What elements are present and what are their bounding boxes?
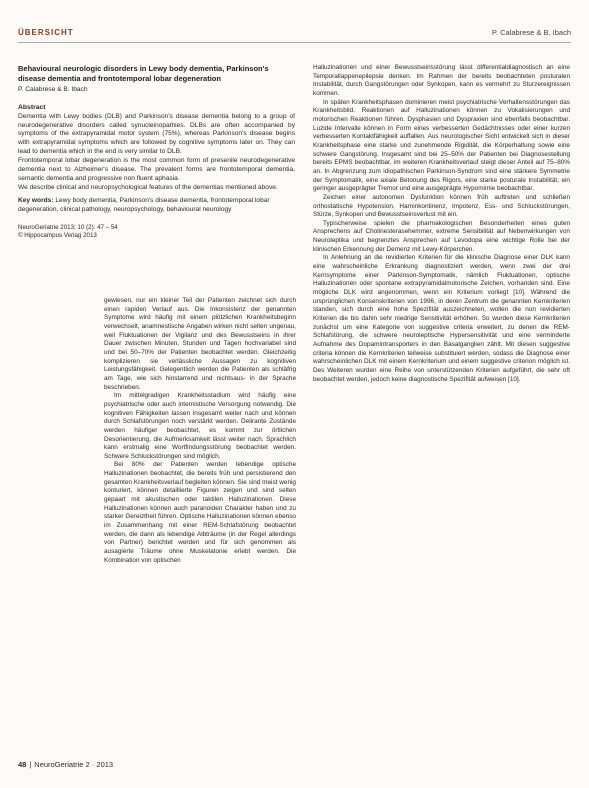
running-head: P. Calabrese & B. Ibach [491,28,571,37]
body-column-left [104,297,296,759]
body-paragraph: In späten Krankheitsphasen dominieren meist psychiatrische Verhaltensstörungen das Krankheitsbild. Reaktionen auf Halluzinationen können zu Vokalisierungen und motorischen Reaktionen führen. Dysphasien und Dyspraxien sind ebenfalls beobachtbar. Luzide Intervalle können in Form eines verbesserten Gedächtnisses oder einer kurzen verbesserten Kontaktfähigkeit auffallen. Aus neurologischer Sicht entwickelt sich in dieser Krankheitsphase eine starke und zunehmende Rigidität, die Körperhaltung sowie eine schwere Gangstörung. Insgesamt sind bei 25–50% der Patienten bei Diagnosestellung bereits EPMS beobachtbar, im weiteren Krankheitsverlauf steigt dieser Anteil auf 75–80% an. In Abgrenzung zum idiopathischen Parkinson-Syndrom sind eine stärkere Symmetrie der Symptomatik, eine axiale Betonung des Rigors, eine starke posturale Instabilität, ein geringer ausgeprägter Tremor und eine ausgeprägte Hypomimie beobachtbar. [313,98,570,193]
page-number: 48 [18,760,27,769]
body-paragraph: Halluzinationen und einer Bewusstseinsstörung lässt differentialdiagnostisch an eine Temporallappenepilepsie denken. Im Rahmen der bereits beobachteten posturalen Instabilität, durch Gangstörungen oder Synkopen, kann es vermehrt zu Sturzereignissen kommen. [313,64,570,97]
page-header [18,28,571,42]
abstract-box [18,64,295,280]
citation [18,224,295,241]
header-divider [18,42,571,43]
body-paragraph: Bei 80% der Patienten werden lebendige optische Halluzinationen beobachtet, die bereits früh und persistierend den gesamten Krankheitsverlauf begleiten können. Sie sind meist wenig konturiert, können detaillierte Figuren zeigen und sind selten gepaart mit akustischen oder taktilen Halluzinationen. Diese Halluzinationen können auch paranoiden Charakter haben und zu starker Gereiztheit führen. Optische Halluzinationen können ebenso im Zusammenhang mit einer REM-Schlafstörung beobachtet werden, die dann als lebendige Albträume (in der Regel allerdings von Partner) berichtet werden und für sich genommen als ausagierte Träume ohne Muskelatonie erlebt werden. Die Kombination von optischen [104,461,296,564]
body-paragraph: gewiesen, nur ein kleiner Teil der Patienten zeichnet sich durch einen rapiden Verlauf aus. Die Inkonsistenz der genannten Symptome wird häufig mit einem plötzlichen Krankheitsbeginn verwechselt, anamnestische Angaben wirken nicht selten ungenau, weil Fluktuationen der Vigilanz und des Bewusstseins in ihrer Dauer zwischen Minuten, Stunden und Tagen hochvariabel sind und bei 50–70% der Patienten beobachtet werden. Gleichzeitig komplizieren sie verlässliche Aussagen zu kognitiven Leistungsfähigkeit. Gelegentlich werden die Patienten als schläfrig am Tage, wie sich hinstarrend und nichtsaus- in der Sprache beschrieben. [104,297,296,391]
body-paragraph: In Anlehnung an die revidierten Kriterien für die klinische Diagnose einer DLK kann eine wahrscheinliche Erkrankung diagnostiziert werden, wenn zwei der drei Kernsymptome einer Parkinson-Symptomatik, nämlich Fluktuationen, optische Halluzinationen oder spontane extrapyramidalmotorische Zeichen, vorhanden sind. Eine mögliche DLK wird angenommen, wenn ein Kriterium vorliegt [10]. Während die ursprünglichen Konsenskriterien von 1996, in deren Zentrum die genannten Kernkriterien standen, sich durch eine hohe Spezifität auszeichneten, wollen die nun revidierten Kriterien die bis dahin sehr niedrige Sensitivität erhöhen. So wurden diese Kernkriterien zunächst um eine Kategorie von suggestive criteria erweitert, zu denen die REM-Schlafstörung, die schwere neuroleptische Hypersensitivität und eine verminderte Aufnahme des Dopamintransporters in den Basalganglien zählt. Mit diesen suggestive criteria können die Kernkriterien teilweise substituiert werden, sodass die Diagnose einer wahrscheinlichen DLK mit einem Kernkriterium und einem suggestive criterion möglich ist. Des Weiteren wurden eine Reihe von unterstützenden Kriterien aufgeführt, die sehr oft beobachtet werden, jedoch keine diagnostische Spezifität aufweisen [10]. [313,254,570,383]
journal-name: NeuroGeriatrie 2 · 2013 [34,760,114,769]
abstract-paragraph: Frontotemporal lobar degeneration is the most common form of presenile neurodegenerative dementia next to Alzheimer's disease. The prevalent forms are frontotemporal dementia, semantic dementia and progressive non fluent aphasia. [18,157,295,182]
body-paragraph: Typischerweise spielen die pharmakologischen Besonderheiten eines guten Ansprechens auf Cholinesterasehemmer, extreme Sensibilität auf Nebenwirkungen von Neuroleptika und begrenztes Ansprechen auf Levodopa eine wichtige Rolle bei der klinischen Erkennung der Demenz mit Lewy-Körperchen. [313,219,570,253]
footer-separator: | [29,760,32,769]
abstract-paragraph: We describe clinical and neuropsychological features of the dementias mentioned above. [18,183,278,191]
abstract-heading: Abstract [18,103,46,111]
section-label: ÜBERSICHT [18,28,74,37]
english-title: Behavioural neurologic disorders in Lewy body dementia, Parkinson's disease dementia and frontotemporal lobar degeneration [18,64,269,83]
keywords-label: Key words: [18,196,54,204]
page-footer [18,760,113,769]
body-paragraph: Im mittelgradigen Krankheitsstadium wird häufig eine psychiatrische oder auch internistische Versorgung notwendig. Die kognitiven Fähigkeiten lassen insgesamt weiter nach und können durch Schlafstörungen noch verstärkt werden. Delirante Zustände werden häufiger beobachtet, es kommt zur örtlichen Desorientierung, die Aufmerksamkeit lässt weiter nach. Sprachlich kann erstmalig eine Wortfindungsstörung beobachtet werden. Schwere Schluckstörungen sind möglich. [104,392,296,460]
journal-citation: NeuroGeriatrie 2013; 10 (2): 47 – 54 [18,223,118,231]
copyright: © Hippocampus Verlag 2013 [18,231,97,239]
abstract-text [18,113,295,193]
body-column-right [313,64,570,759]
body-paragraph: Zeichen einer autonomen Dysfunktion können früh auftreten und schließen orthostatische Hypotension, Harninkontinenz, Impotenz, Ess- und Schluckstörungen, Stürze, Synkopen und Bewusstseinsverlust mit ein. [313,193,570,219]
authors: P. Calabrese & B. Ibach [18,85,88,93]
keywords-text: Lewy body dementia, Parkinson's disease dementia, frontotemporal lobar degeneration, clinical pathology, neuropsychology, behavioural neurology [18,196,270,213]
abstract-paragraph: Dementia with Lewy bodies (DLB) and Parkinson's disease dementia belong to a group of neurodegenerative disorders called synucleinopathies. DLBs are often accompanied by symptoms of the extrapyramidal motor system (75%), whereas Parkinson's disease begins with extrapyramidal symptoms which are followed by cognitive symptoms later on. They can lead to dementia which in the end is very similar to DLB. [18,112,295,156]
keywords [18,197,295,215]
